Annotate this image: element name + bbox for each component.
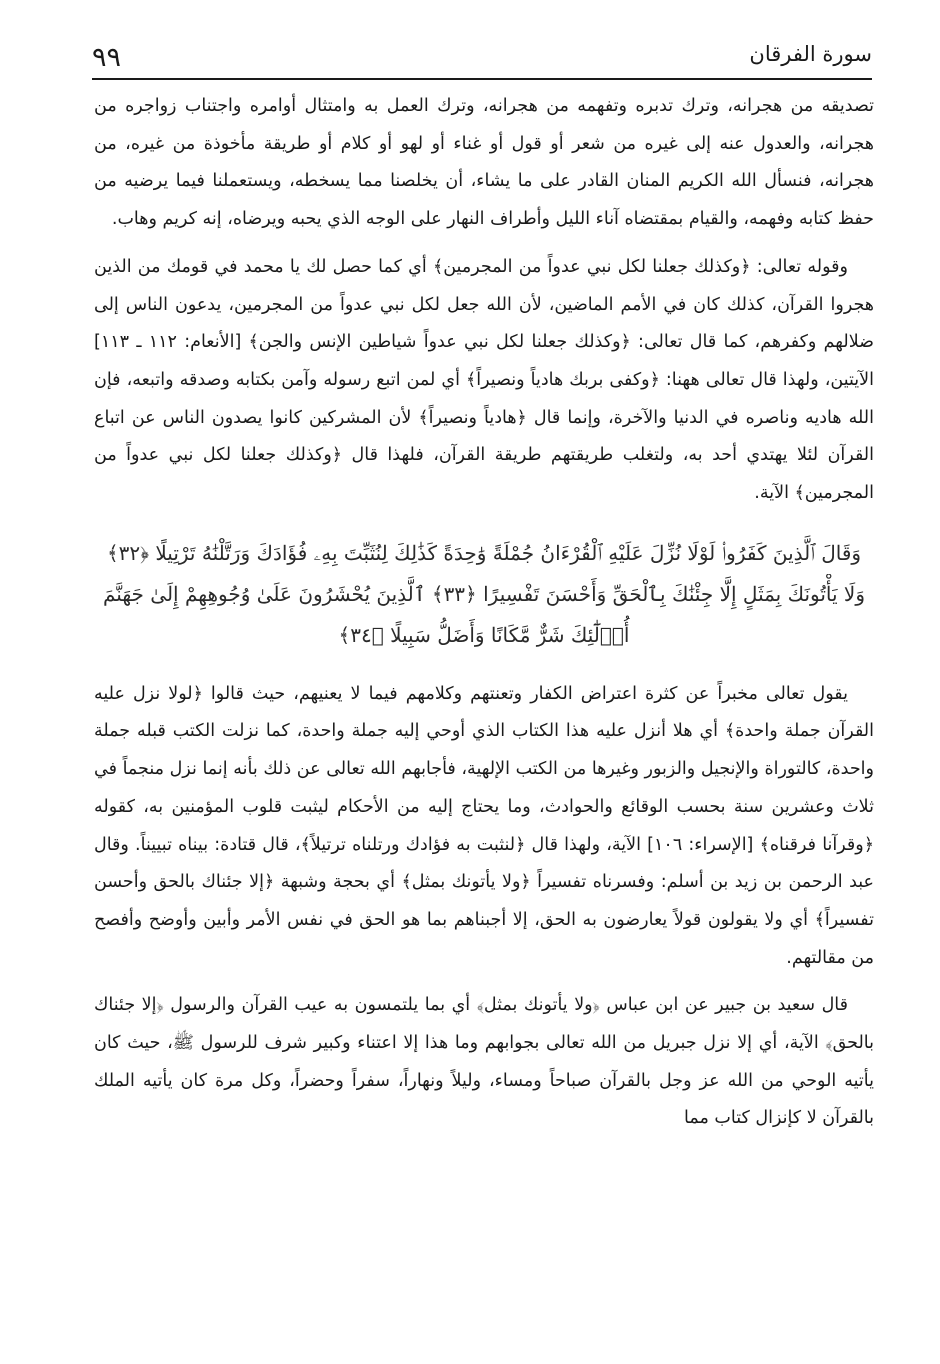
paragraph-enemies-commentary: وقوله تعالى: ﴿وكذلك جعلنا لكل نبي عدواً من المجرمين﴾ أي كما حصل لك يا محمد في قومك من الذين هجروا القرآن، كذلك كان في الأمم الماضين، لأن الله جعل لكل نبي عدواً من المجرمين، يدعون الناس إلى ضلالهم وكفرهم، كما قال تعالى: ﴿وكذلك جعلنا لكل نبي عدواً شياطين الإنس والجن﴾ [الأنعام: ١١٢ ـ ١١٣] الآيتين، ولهذا قال تعالى ههنا: ﴿وكفى بربك هادياً ونصيراً﴾ أي لمن اتبع رسوله وآمن بكتابه وصدقه واتبعه، فإن الله هاديه وناصره في الدنيا والآخرة، وإنما قال ﴿هادياً ونصيراً﴾ لأن المشركين كانوا يصدون الناس عن اتباع القرآن لئلا يهتدي أحد به، ولتغلب طريقتهم طريقة القرآن، فلهذا قال ﴿وكذلك جعلنا لكل نبي عدواً من المجرمين﴾ الآية. — [94, 256, 874, 504]
paragraph-gap — [94, 977, 874, 987]
section-gap — [94, 660, 874, 676]
page-number: ٩٩ — [92, 42, 122, 73]
page-body — [94, 88, 874, 1138]
paragraph-gap — [94, 239, 874, 249]
quran-verses-block — [94, 529, 874, 660]
quran-verse-line-1: وَقَالَ ٱلَّذِينَ كَفَرُوا۟ لَوْلَا نُزِّلَ عَلَيْهِ ٱلْقُرْءَانُ جُمْلَةً وَٰحِدَةً كَذَٰلِكَ لِنُثَبِّتَ بِهِۦ فُؤَادَكَ وَرَتَّلْنَٰهُ تَرْتِيلًا ﴿٣٢﴾ — [106, 540, 862, 565]
section-gap — [94, 513, 874, 529]
quran-verse-line-3: أُو۟لَٰٓئِكَ شَرٌّ مَّكَانًا وَأَضَلُّ سَبِيلًا ﴿٣٤﴾ — [338, 622, 630, 647]
paragraph-ibn-abbas: قال سعيد بن جبير عن ابن عباس ﴿ولا يأتونك بمثل﴾ أي بما يلتمسون به عيب القرآن والرسول ﴿إلا جئناك بالحق﴾ الآية، أي إلا نزل جبريل من الله تعالى بجوابهم وما هذا إلا اعتناء وكبير شرف للرسول ﷺ، حيث كان يأتيه الوحي من الله عز وجل بالقرآن صباحاً ومساء، وليلاً ونهاراً، سفراً وحضراً، وكل مرة كان يأتيه الملك بالقرآن لا كإنزال كتاب مما — [94, 995, 874, 1129]
quran-verse-line-2: وَلَا يَأْتُونَكَ بِمَثَلٍ إِلَّا جِئْنَٰكَ بِٱلْحَقِّ وَأَحْسَنَ تَفْسِيرًا ﴿٣٣﴾ ٱلَّذِينَ يُحْشَرُونَ عَلَىٰ وُجُوهِهِمْ إِلَىٰ جَهَنَّمَ — [102, 581, 865, 606]
paragraph-verse-commentary: يقول تعالى مخبراً عن كثرة اعتراض الكفار وتعنتهم وكلامهم فيما لا يعنيهم، حيث قالوا ﴿لولا نزل عليه القرآن جملة واحدة﴾ أي هلا أنزل عليه هذا الكتاب الذي أوحي إليه جملة واحدة، كما نزلت الكتب قبله جملة واحدة، كالتوراة والإنجيل والزبور وغيرها من الكتب الإلهية، فأجابهم الله تعالى عن ذلك بأنه إنما نزل منجماً في ثلاث وعشرين سنة بحسب الوقائع والحوادث، وما يحتاج إليه من الأحكام ليثبت قلوب المؤمنين به، كقوله ﴿وقرآنا فرقناه﴾ [الإسراء: ١٠٦] الآية، ولهذا قال ﴿لنثبت به فؤادك ورتلناه ترتيلاً﴾، قال قتادة: بيناه تبييناً. وقال عبد الرحمن بن زيد بن أسلم: وفسرناه تفسيراً ﴿ولا يأتونك بمثل﴾ أي بحجة وشبهة ﴿إلا جئناك بالحق وأحسن تفسيراً﴾ أي ولا يقولون قولاً يعارضون به الحق، إلا أجبناهم بما هو الحق في نفس الأمر وأبين وأوضح وأفصح من مقالتهم. — [94, 683, 874, 968]
surah-title: سورة الفرقان — [749, 42, 872, 66]
paragraph-hijran: تصديقه من هجرانه، وترك تدبره وتفهمه من هجرانه، وترك العمل به وامتثال أوامره واجتناب زواجره من هجرانه، والعدول عنه إلى غيره من شعر أو قول أو غناء أو لهو أو كلام أو طريقة مأخوذة من غيره، من هجرانه، فنسأل الله الكريم المنان القادر على ما يشاء، أن يخلصنا مما يسخطه، ويستعملنا فيما يرضيه من حفظ كتابه وفهمه، والقيام بمقتضاه آناء الليل وأطراف النهار على الوجه الذي يحبه ويرضاه، إنه كريم وهاب. — [94, 96, 874, 230]
page-header — [92, 28, 872, 80]
